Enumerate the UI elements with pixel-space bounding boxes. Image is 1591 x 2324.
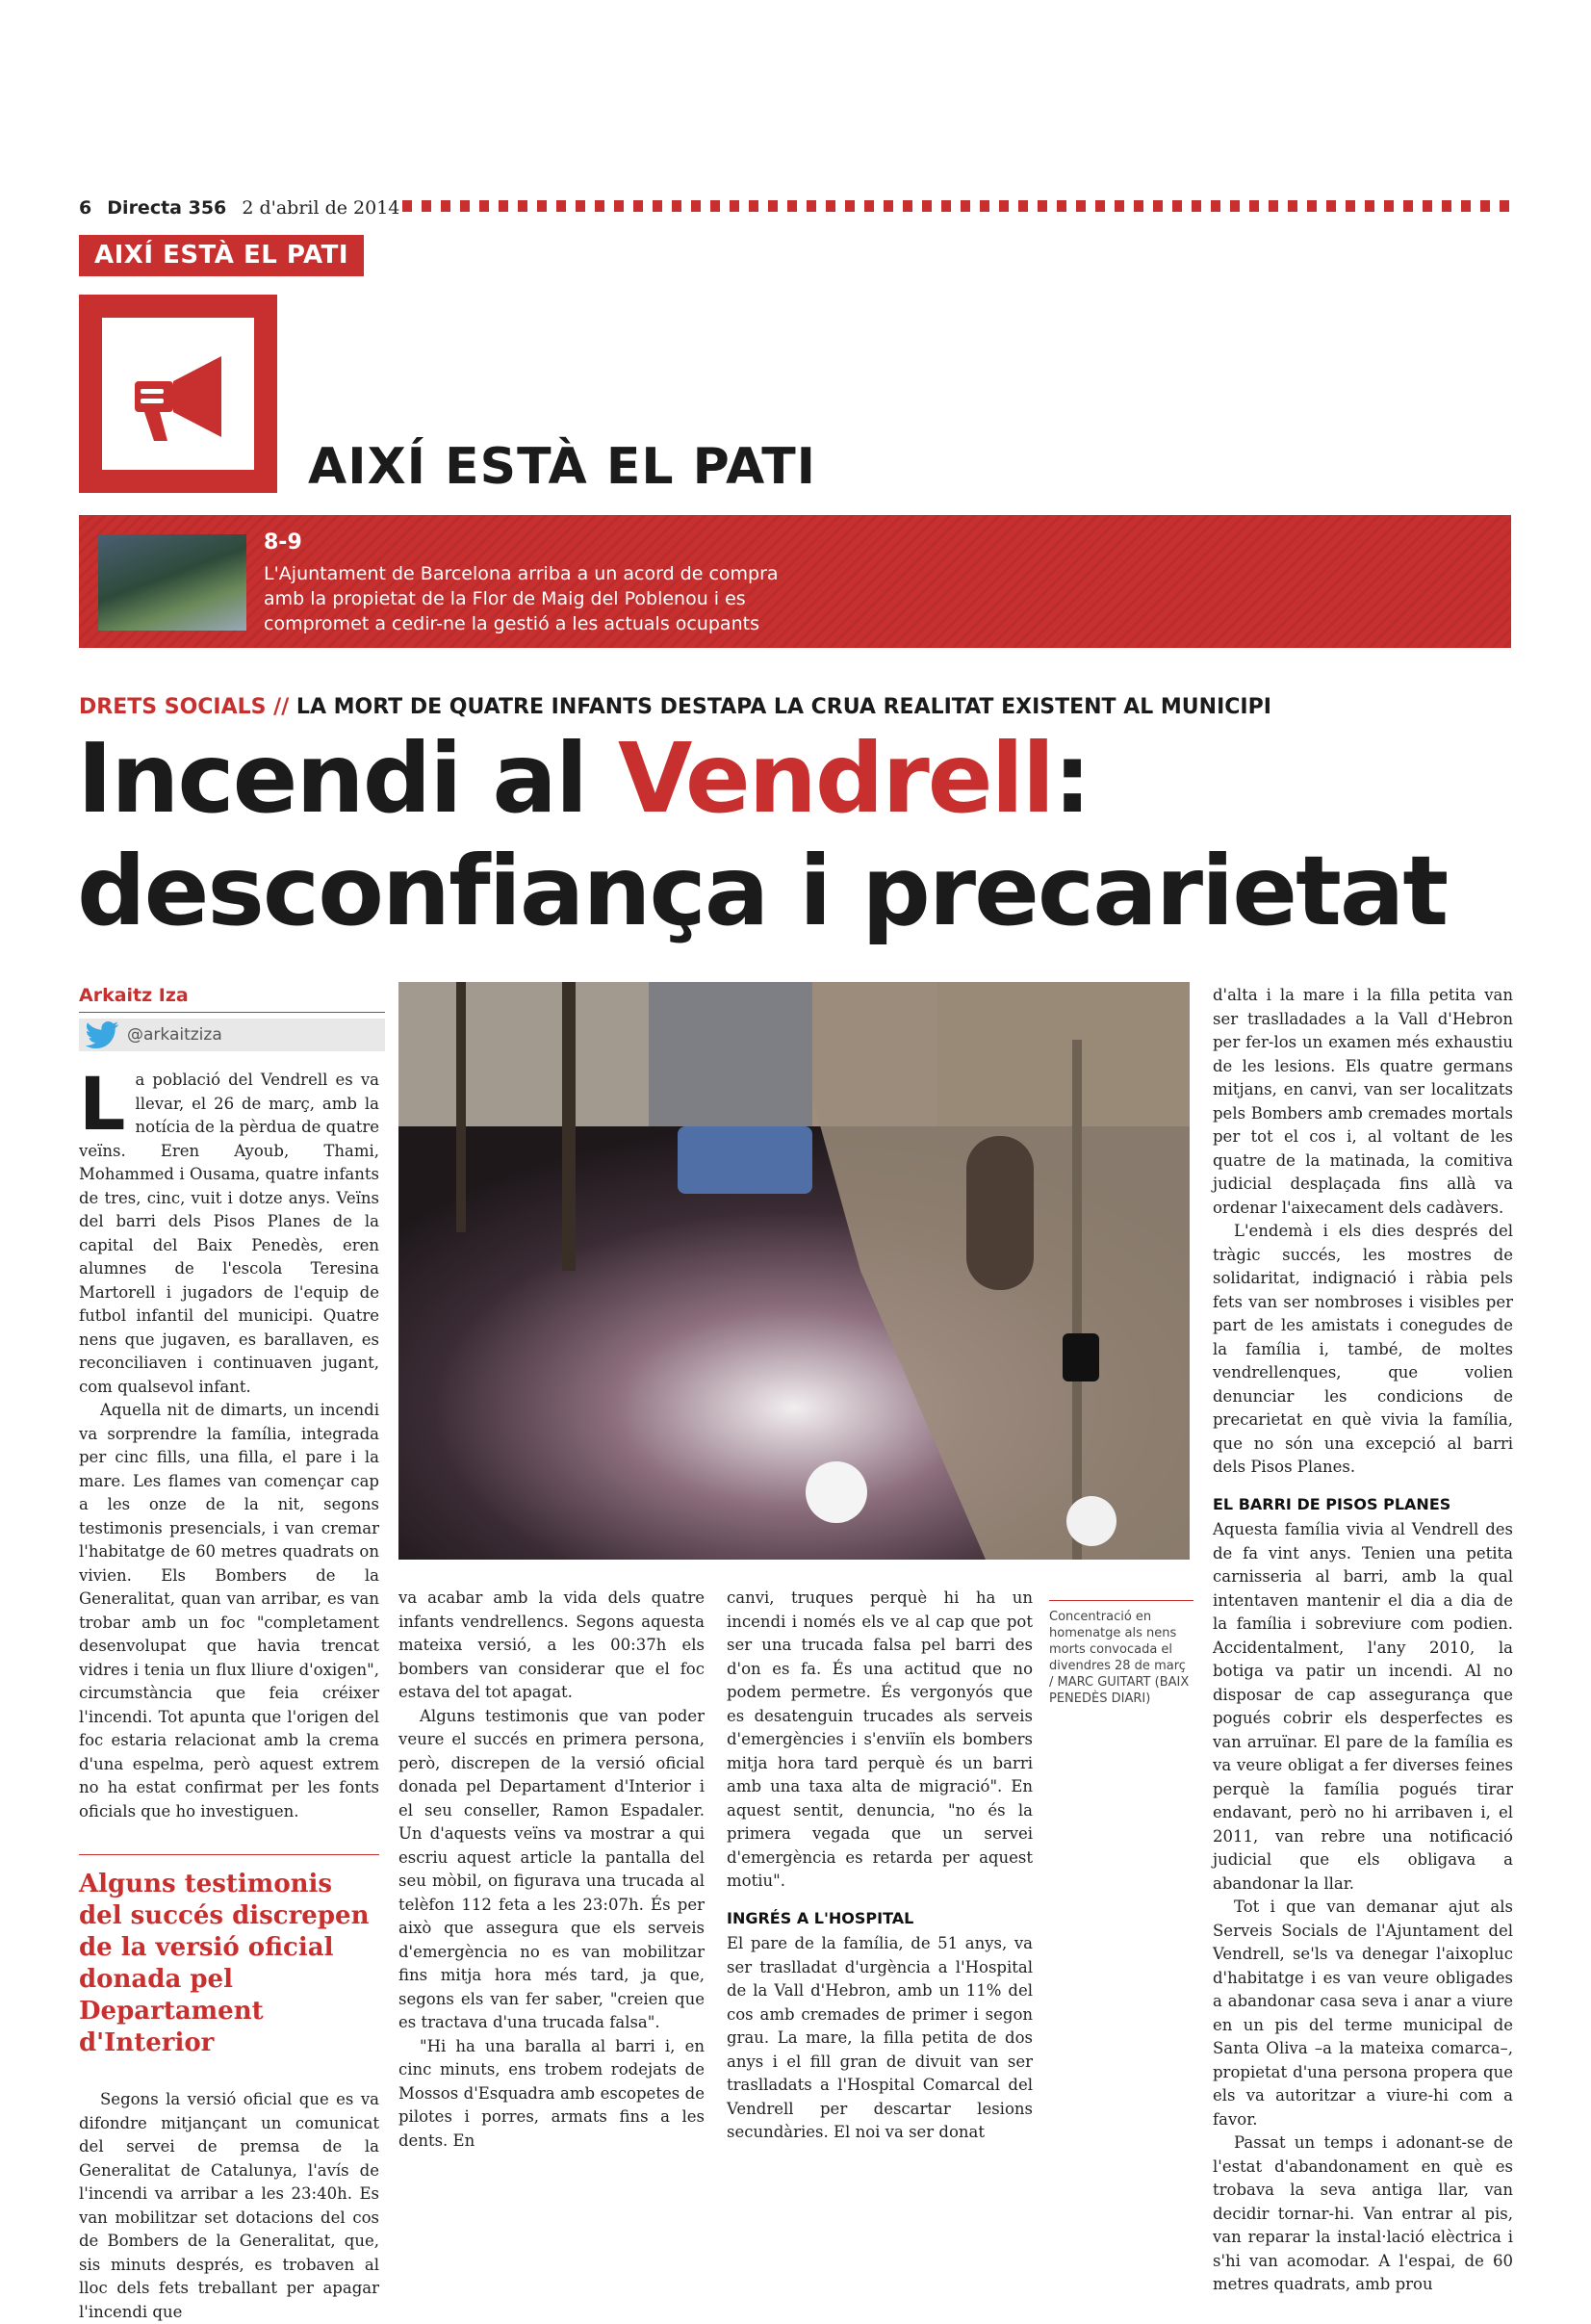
kicker — [79, 695, 1271, 719]
kicker-section: DRETS SOCIALS // — [79, 695, 290, 719]
twitter-row[interactable] — [79, 1019, 385, 1051]
paragraph: canvi, truques perquè hi ha un incendi i només els ve al cap que pot ser una trucada falsa pel barri des d'on es fa. És una actitud que no podem permetre. És vergonyós que es desatenguin trucades als serveis d'emergències i s'enviïn els bombers mitja hora tard perquè és un barri amb una taxa alta de migració". En aquest sentit, denuncia, "no és la primera vegada que un servei d'emergència es retarda per aquest motiu". — [727, 1588, 1033, 1890]
section-title: AIXÍ ESTÀ EL PATI — [308, 438, 817, 496]
drop-cap: L — [79, 1061, 126, 1147]
page-header — [79, 197, 399, 219]
headline — [77, 722, 1447, 947]
headline-part1: Incendi al — [77, 722, 618, 835]
teaser-band[interactable] — [79, 515, 1511, 648]
paragraph: Aquesta família vivia al Vendrell des de fa vint anys. Tenien una petita carnisseria al barri, amb la qual intentaven mantenir el dia a dia de la família i sobreviure com podien. Accidentalment, l'any 2010, la botiga va patir un incendi. Al no disposar de cap assegurança que pogués cobrir els desperfectes es van arruïnar. El pare de la família es va veure obligat a fer diverses feines perquè la família pogués tirar endavant, però no hi arribaven i, el 2011, van rebre una notificació judicial que els obligava a abandonar la llar. — [1213, 1520, 1513, 1893]
crowd-photo — [398, 982, 1190, 1560]
section-icon-box — [79, 295, 277, 493]
subhead-barri: EL BARRI DE PISOS PLANES — [1213, 1494, 1451, 1513]
publication-date: 2 d'abril de 2014 — [242, 197, 400, 219]
paragraph: El pare de la família, de 51 anys, va ser traslladat d'urgència a l'Hospital de la Vall d'Hebron, amb un 11% del cos amb cremades de primer i segon grau. La mare, la filla petita de dos anys i el fill gran de divuit van ser traslladats a l'Hospital Comarcal del Vendrell per descartar lesions secundàries. El noi va ser donat — [727, 1934, 1033, 2141]
megaphone-icon — [121, 337, 235, 451]
twitter-bird-icon — [85, 1021, 119, 1048]
paragraph: Aquella nit de dimarts, un incendi va sorprendre la família, integrada per cinc fills, una filla, el pare i la mare. Les flames van començar cap a les onze de la nit, segons testimonis presencials, i van cremar l'habitatge de 60 metres quadrats on vivien. Els Bombers de la Generalitat, quan van arribar, es van trobar amb un foc "completament desenvolupat que havia trencat vidres i tenia un flux lliure d'oxigen", circumstància que feia créixer l'incendi. Tot apunta que l'origen del foc estaria relacionat amb la crema d'una espelma, però aquest extrem no ha estat confirmat per les fonts oficials que ho investiguen. — [79, 1401, 379, 1820]
headline-highlight: Vendrell — [617, 722, 1054, 835]
section-tag: AIXÍ ESTÀ EL PATI — [79, 235, 364, 276]
article-column-3 — [727, 1587, 1033, 2145]
paragraph: Tot i que van demanar ajut als Serveis Socials de l'Ajuntament del Vendrell, se'ls va denegar l'aixopluc d'habitatge i es van veure obligades a abandonar casa seva i anar a viure en un pis del terme municipal de Santa Oliva –a la mateixa comarca–, propietat d'una persona propera que els va autoritzar a viure-hi com a favor. — [1213, 1898, 1513, 2129]
paragraph: d'alta i la mare i la filla petita van ser traslladades a la Vall d'Hebron per fer-los un examen més exhaustiu de les lesions. Els quatre germans mitjans, en canvi, van ser localitzats pels Bombers amb cremades mortals per tot el cos i, al voltant de les quatre de la matinada, la comitiva judicial desplaçada fins allà va ordenar l'aixecament dels cadàvers. — [1213, 986, 1513, 1217]
headline-part2: : — [1053, 722, 1091, 835]
article-column-1 — [79, 1061, 379, 2324]
page-number: 6 — [79, 197, 92, 219]
teaser-thumbnail — [98, 534, 246, 631]
headline-line2: desconfiança i precarietat — [77, 835, 1448, 947]
twitter-handle[interactable]: @arkaitziza — [127, 1025, 222, 1045]
subhead-hospital: INGRÉS A L'HOSPITAL — [727, 1908, 914, 1927]
photo-caption: Concentració en homenatge als nens morts convocada el divendres 28 de març / MARC GUITART (BAIX PENEDÈS DIARI) — [1049, 1600, 1193, 1707]
paragraph: Alguns testimonis que van poder veure el succés en primera persona, però, discrepen de la versió oficial donada pel Departament d'Interior i el seu conseller, Ramon Espadaler. Un d'aquests veïns va mostrar a qui escriu aquest article la pantalla del seu mòbil, on figurava una trucada al telèfon 112 feta a les 23:07h. És per això que assegura que els serveis d'emergència no es van mobilitzar fins mitja hora més tard, ja que, segons els van fer saber, "creien que es tractava d'una trucada falsa". — [398, 1706, 705, 2031]
paragraph: va acabar amb la vida dels quatre infants vendrellencs. Segons aquesta mateixa versió, a les 00:37h els bombers van considerar que el foc estava del tot apagat. — [398, 1588, 705, 1701]
kicker-text: LA MORT DE QUATRE INFANTS DESTAPA LA CRUA REALITAT EXISTENT AL MUNICIPI — [295, 695, 1271, 719]
crowd-photo-illustration — [398, 982, 1190, 1560]
teaser-text: L'Ajuntament de Barcelona arriba a un acord de compra amb la propietat de la Flor de Maig del Poblenou i es compromet a cedir-ne la gestió a les actuals ocupants — [264, 563, 779, 634]
article-column-2 — [398, 1587, 705, 2153]
byline — [79, 985, 385, 1051]
author-name: Arkaitz Iza — [79, 985, 385, 1013]
paragraph: L'endemà i els dies després del tràgic succés, les mostres de solidaritat, indignació i ràbia pels fets van ser nombroses i visibles per part de les amistats i conegudes de la família i, també, de moltes vendrellenques, que volien denunciar les condicions de precarietat en què vivia la família, que no són una excepció al barri dels Pisos Planes. — [1213, 1222, 1513, 1476]
paragraph: Passat un temps i adonant-se de l'estat d'abandonament en què es trobava la seva antiga llar, van decidir tornar-hi. Van entrar al pis, van reparar la instal·lació elèctrica i s'hi van acomodar. A l'espai, de 60 metres quadrats, amb prou — [1213, 2133, 1513, 2293]
lead-paragraph: La població del Vendrell es va llevar, el 26 de març, amb la notícia de la pèrdua de quatre veïns. Eren Ayoub, Thami, Mohammed i Ousama, quatre infants de tres, cinc, vuit i dotze anys. Veïns del barri dels Pisos Planes de la capital del Baix Penedès, eren alumnes de l'escola Teresina Martorell i jugadors de l'equip de futbol infantil del municipi. Quatre nens que jugaven, es barallaven, es reconciliaven i continuaven jugant, com qualsevol infant. — [79, 1061, 379, 1396]
header-dotted-rule — [402, 200, 1511, 212]
publication-name: Directa 356 — [107, 197, 227, 219]
pull-quote: Alguns testimonis del succés discrepen de la versió oficial donada pel Departament d'Interior — [79, 1854, 379, 2059]
paragraph: "Hi ha una baralla al barri i, en cinc minuts, ens trobem rodejats de Mossos d'Esquadra amb escopetes de pilotes i porres, armats fins a les dents. En — [398, 2036, 705, 2150]
article-column-4 — [1213, 984, 1513, 2297]
paragraph: Segons la versió oficial que es va difondre mitjançant un comunicat del servei de premsa de la Generalitat de Catalunya, l'avís de l'incendi va arribar a les 23:40h. Es van mobilitzar set dotacions del cos de Bombers de la Generalitat, que, sis minuts després, es trobaven al lloc dels fets treballant per apagar l'incendi que — [79, 2090, 379, 2321]
teaser-page-ref: 8-9 — [264, 530, 302, 555]
